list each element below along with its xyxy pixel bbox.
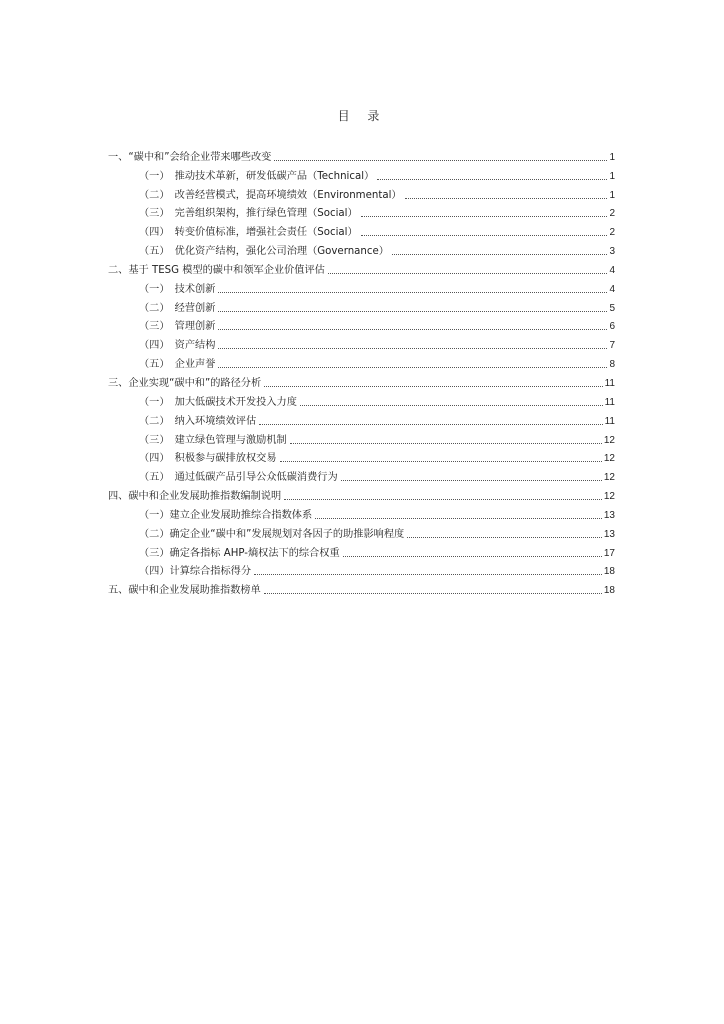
toc-entry[interactable] bbox=[108, 352, 615, 371]
toc-leader-dots bbox=[361, 235, 607, 236]
toc-leader-dots bbox=[264, 386, 602, 387]
toc-leader-dots bbox=[392, 254, 607, 255]
toc-leader-dots bbox=[218, 311, 607, 312]
toc-page-number: 12 bbox=[603, 434, 615, 446]
toc-page-number: 2 bbox=[609, 227, 615, 239]
toc-entry[interactable] bbox=[108, 484, 615, 503]
toc-leader-dots bbox=[264, 593, 602, 594]
toc-leader-dots bbox=[254, 574, 602, 575]
toc-leader-dots bbox=[315, 518, 602, 519]
toc-entry-text: （四） 积极参与碳排放权交易 bbox=[139, 453, 277, 465]
toc-entry-text: （一）建立企业发展助推综合指数体系 bbox=[139, 509, 313, 521]
toc-page-number: 13 bbox=[603, 509, 615, 521]
toc-leader-dots bbox=[290, 443, 602, 444]
toc-entry-text: （四） 转变价值标准，增强社会责任（Social） bbox=[139, 227, 358, 239]
toc-entry-text: （一） 加大低碳技术开发投入力度 bbox=[139, 396, 297, 408]
toc-page-number: 1 bbox=[609, 151, 615, 163]
toc-entry-text: 五、碳中和企业发展助推指数榜单 bbox=[108, 585, 261, 597]
toc-entry[interactable] bbox=[108, 145, 615, 164]
toc-leader-dots bbox=[218, 292, 607, 293]
toc-entry[interactable] bbox=[108, 522, 615, 541]
toc-page-number: 13 bbox=[603, 528, 615, 540]
toc-page-number: 18 bbox=[603, 566, 615, 578]
toc-entry-text: （二） 经营创新 bbox=[139, 302, 216, 314]
toc-leader-dots bbox=[405, 198, 607, 199]
toc-entry[interactable] bbox=[108, 183, 615, 202]
toc-page-number: 11 bbox=[604, 377, 615, 389]
toc-page-number: 17 bbox=[603, 547, 615, 559]
toc-entry-text: （三） 完善组织架构，推行绿色管理（Social） bbox=[139, 208, 358, 220]
toc-leader-dots bbox=[300, 405, 603, 406]
toc-leader-dots bbox=[259, 424, 602, 425]
toc-entry[interactable] bbox=[108, 333, 615, 352]
toc-entry-text: （一） 推动技术革新，研发低碳产品（Technical） bbox=[139, 170, 375, 182]
toc-leader-dots bbox=[274, 160, 607, 161]
toc-entry[interactable] bbox=[108, 220, 615, 239]
toc-entry[interactable] bbox=[108, 503, 615, 522]
toc-entry[interactable] bbox=[108, 202, 615, 221]
toc-page-number: 5 bbox=[609, 302, 615, 314]
toc-leader-dots bbox=[343, 556, 602, 557]
toc-page-number: 1 bbox=[609, 189, 615, 201]
toc-page-number: 7 bbox=[609, 340, 615, 352]
toc-entry-text: （三） 管理创新 bbox=[139, 321, 216, 333]
toc-entry[interactable] bbox=[108, 465, 615, 484]
table-of-contents bbox=[108, 145, 615, 597]
toc-leader-dots bbox=[361, 216, 607, 217]
toc-entry[interactable] bbox=[108, 371, 615, 390]
toc-entry-text: （三） 建立绿色管理与激励机制 bbox=[139, 434, 287, 446]
toc-entry[interactable] bbox=[108, 258, 615, 277]
toc-entry-text: 二、基于 TESG 模型的碳中和领军企业价值评估 bbox=[108, 264, 325, 276]
toc-entry-text: （二） 改善经营模式，提高环境绩效（Environmental） bbox=[139, 189, 402, 201]
toc-leader-dots bbox=[218, 367, 607, 368]
toc-entry-text: 一、“碳中和”会给企业带来哪些改变 bbox=[108, 151, 272, 163]
toc-entry[interactable] bbox=[108, 277, 615, 296]
toc-entry-text: 四、碳中和企业发展助推指数编制说明 bbox=[108, 491, 282, 503]
toc-entry[interactable] bbox=[108, 296, 615, 315]
toc-entry[interactable] bbox=[108, 541, 615, 560]
toc-page-number: 1 bbox=[609, 170, 615, 182]
toc-page-number: 8 bbox=[609, 359, 615, 371]
toc-entry[interactable] bbox=[108, 164, 615, 183]
toc-entry[interactable] bbox=[108, 315, 615, 334]
toc-entry-text: 三、企业实现“碳中和”的路径分析 bbox=[108, 377, 262, 389]
toc-entry-text: （二） 纳入环境绩效评估 bbox=[139, 415, 257, 427]
toc-entry-text: （三）确定各指标 AHP-熵权法下的综合权重 bbox=[139, 547, 340, 559]
toc-entry[interactable] bbox=[108, 578, 615, 597]
toc-entry-text: （一） 技术创新 bbox=[139, 283, 216, 295]
toc-page-number: 11 bbox=[604, 415, 615, 427]
toc-page-number: 4 bbox=[609, 283, 615, 295]
toc-entry-text: （五） 通过低碳产品引导公众低碳消费行为 bbox=[139, 472, 338, 484]
toc-entry[interactable] bbox=[108, 447, 615, 466]
toc-leader-dots bbox=[218, 348, 607, 349]
toc-leader-dots bbox=[218, 329, 607, 330]
toc-entry-text: （四） 资产结构 bbox=[139, 340, 216, 352]
toc-page-number: 12 bbox=[603, 453, 615, 465]
toc-page-number: 4 bbox=[609, 264, 615, 276]
toc-entry[interactable] bbox=[108, 560, 615, 579]
toc-entry-text: （二）确定企业“碳中和”发展规划对各因子的助推影响程度 bbox=[139, 528, 405, 540]
toc-page-number: 2 bbox=[609, 208, 615, 220]
toc-page-number: 11 bbox=[604, 396, 615, 408]
toc-entry[interactable] bbox=[108, 239, 615, 258]
toc-entry[interactable] bbox=[108, 409, 615, 428]
toc-entry[interactable] bbox=[108, 428, 615, 447]
toc-leader-dots bbox=[407, 537, 602, 538]
toc-leader-dots bbox=[377, 179, 607, 180]
toc-leader-dots bbox=[341, 480, 602, 481]
toc-leader-dots bbox=[280, 461, 602, 462]
toc-page-number: 6 bbox=[609, 321, 615, 333]
toc-entry-text: （五） 企业声誉 bbox=[139, 359, 216, 371]
toc-page-number: 3 bbox=[609, 246, 615, 258]
toc-page-number: 12 bbox=[603, 472, 615, 484]
page-title: 目 录 bbox=[337, 109, 387, 123]
toc-page-number: 18 bbox=[603, 585, 615, 597]
toc-entry-text: （五） 优化资产结构，强化公司治理（Governance） bbox=[139, 246, 389, 258]
toc-entry[interactable] bbox=[108, 390, 615, 409]
toc-leader-dots bbox=[328, 273, 607, 274]
toc-page-number: 12 bbox=[603, 491, 615, 503]
toc-entry-text: （四）计算综合指标得分 bbox=[139, 566, 252, 578]
toc-leader-dots bbox=[284, 499, 602, 500]
